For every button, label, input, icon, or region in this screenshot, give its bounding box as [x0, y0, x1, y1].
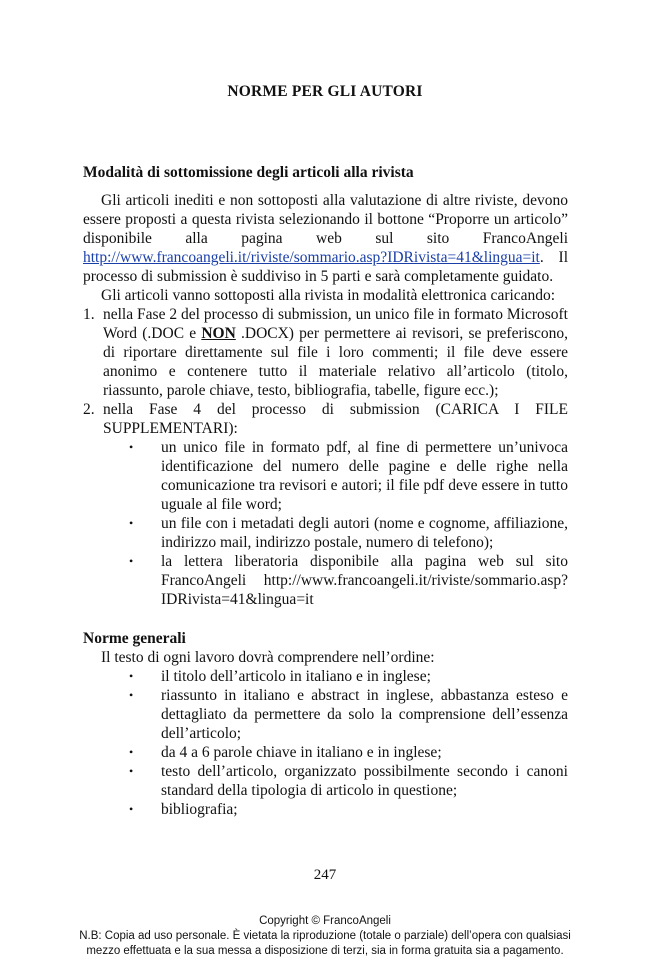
section-heading-submission: Modalità di sottomissione degli articoli alla rivista	[83, 164, 414, 181]
numbered-item-1	[83, 305, 568, 400]
item1-text-a: nella Fase 2 del processo di submission, un unico file in formato Microsoft Word (.DOC e	[103, 306, 568, 342]
copyright-footer	[0, 914, 650, 959]
footer-copyright: Copyright © FrancoAngeli	[259, 915, 391, 927]
section-heading-general: Norme generali	[83, 630, 186, 647]
supplementary-files-list	[129, 438, 568, 609]
submission-text: Gli articoli inediti e non sottoposti alla valutazione di altre riviste, devono essere proposti a questa rivista selezionando il bottone “Proporre un articolo” disponibile alla pagina web sul sito FrancoAngeli	[83, 192, 568, 247]
item-number: 1.	[83, 306, 95, 323]
list-item	[129, 438, 568, 514]
list-item	[129, 552, 568, 609]
item1-text-b: .DOCX) per permettere ai revisori, se preferiscono, di riportare direttamente sul file i loro commenti; il file deve essere anonimo e contenere tutto il materiale relativo all’articolo (titolo, riassunto, parole chiave, testo, bibliografia, tabelle, figure ecc.);	[103, 325, 568, 399]
list-item	[129, 667, 568, 686]
journal-link[interactable]: http://www.francoangeli.it/riviste/sommario.asp?IDRivista=41&lingua=it	[83, 249, 540, 266]
list-item-text: riassunto in italiano e abstract in inglese, abbastanza esteso e dettagliato da permettere da solo la comprensione dell’essenza dell’articolo;	[161, 687, 568, 742]
bullet-icon: •	[129, 764, 134, 778]
list-item-text: bibliografia;	[161, 801, 238, 818]
general-intro: Il testo di ogni lavoro dovrà comprendere nell’ordine:	[101, 649, 435, 666]
item-number: 2.	[83, 401, 95, 418]
list-item-text: un unico file in formato pdf, al fine di permettere un’univoca identificazione del numero delle pagine e delle righe nella comunicazione tra revisori e autori; il file pdf deve essere in tutto uguale al file word;	[161, 439, 568, 513]
bullet-icon: •	[129, 554, 134, 568]
list-item	[129, 800, 568, 819]
numbered-item-2	[83, 400, 568, 438]
bullet-icon: •	[129, 745, 134, 759]
list-item-text: un file con i metadati degli autori (nome e cognome, affiliazione, indirizzo mail, indirizzo postale, numero di telefono);	[161, 515, 568, 551]
non-emphasis: NON	[201, 325, 236, 342]
list-item-text: la lettera liberatoria disponibile alla pagina web sul sito FrancoAngeli http://www.francoangeli.it/riviste/sommario.asp?IDRivista=41&lingua=it	[161, 553, 568, 608]
list-item	[129, 514, 568, 552]
footer-notice-line-2: mezzo effettuata e la sua messa a disposizione di terzi, sia in forma gratuita sia a pagamento.	[86, 945, 564, 957]
submission-text-end: . Il processo di submission è suddiviso in 5 parti e sarà completamente guidato.	[83, 249, 568, 285]
page-number: 247	[313, 867, 337, 883]
bullet-icon: •	[129, 802, 134, 816]
bullet-icon: •	[129, 440, 134, 454]
page-title: NORME PER GLI AUTORI	[227, 83, 423, 100]
submission-paragraph	[83, 191, 568, 286]
list-item-text: il titolo dell’articolo in italiano e in inglese;	[161, 668, 431, 685]
footer-notice-line-1: N.B: Copia ad uso personale. È vietata la riproduzione (totale o parziale) dell’opera con qualsiasi	[79, 930, 571, 942]
list-item	[129, 762, 568, 800]
list-item-text: testo dell’articolo, organizzato possibilmente secondo i canoni standard della tipologia di articolo in questione;	[161, 763, 568, 799]
article-body	[83, 163, 568, 819]
item-text: nella Fase 4 del processo di submission (CARICA I FILE SUPPLEMENTARI):	[103, 401, 568, 437]
list-item	[129, 686, 568, 743]
bullet-icon: •	[129, 669, 134, 683]
content-requirements-list	[129, 667, 568, 819]
bullet-icon: •	[129, 688, 134, 702]
list-item	[129, 743, 568, 762]
item-text	[103, 305, 568, 400]
bullet-icon: •	[129, 516, 134, 530]
upload-intro: Gli articoli vanno sottoposti alla rivista in modalità elettronica caricando:	[101, 287, 556, 304]
list-item-text: da 4 a 6 parole chiave in italiano e in inglese;	[161, 744, 442, 761]
